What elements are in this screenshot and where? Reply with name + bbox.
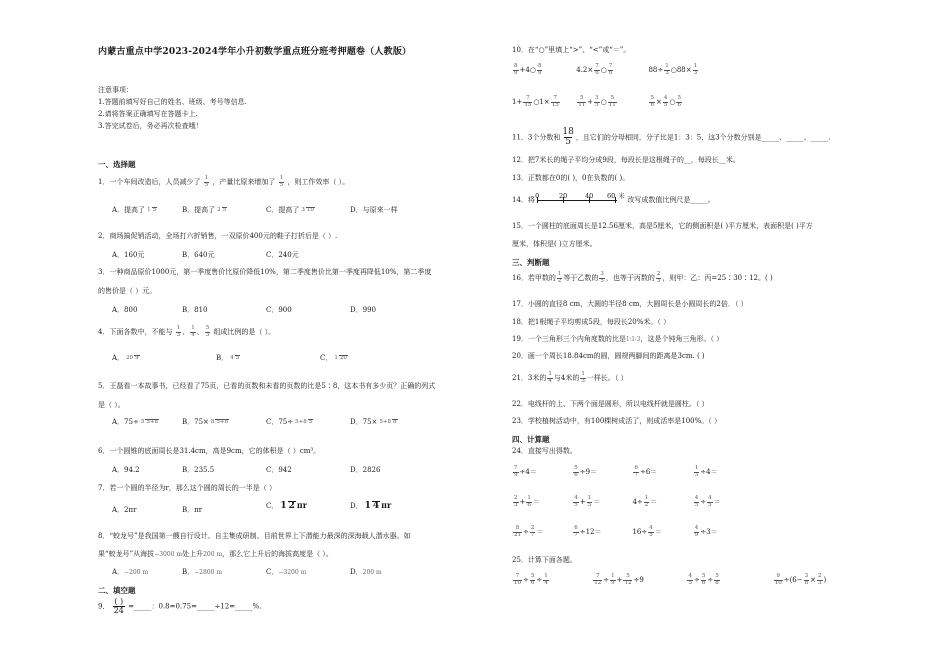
- question-10-row1: $\frac{8}{9}$ +4○ $\frac{8}{9}$ 4.2× $\frac{7}{6}$ ○ $\frac{7}{6}$ 88÷ $\frac{1}{3}$ ○88× $\frac{1}{3}$: [514, 63, 698, 76]
- option-a[interactable]: A．94.2: [112, 466, 140, 474]
- option-c[interactable]: C．−3200 m: [266, 568, 307, 576]
- option-b[interactable]: B．75× 8 5+8: [182, 418, 229, 426]
- question-2-options: [112, 251, 299, 260]
- question-1: 1．一个车间改造后，人员减少了 $\frac{1}{5}$ ，产量比原来增加了 $\frac{1}{5}$ ，则工作效率（ ）。: [98, 175, 350, 188]
- option-b[interactable]: B．810: [182, 306, 208, 314]
- question-8-options: [112, 568, 382, 577]
- option-d[interactable]: D．与原来一样: [350, 206, 398, 214]
- blank-fraction[interactable]: ( ) 24: [113, 597, 124, 615]
- notice-2: 2.请将答案正确填写在答题卡上.: [98, 110, 198, 118]
- question-3-line2: 的售价是（ ）元。: [98, 287, 157, 295]
- question-1-options: [112, 206, 398, 215]
- question-24-row1: $\frac{7}{9}$ ÷4＝ $\frac{5}{6}$ ÷9＝ $\frac{6}{7}$ ÷6＝ $\frac{1}{3}$ ÷4＝: [514, 465, 718, 478]
- option-a[interactable]: A．75÷ 5 5+8: [112, 418, 158, 426]
- option-a[interactable]: A．800: [112, 306, 138, 314]
- option-a[interactable]: A．−200 m: [112, 568, 149, 576]
- option-d[interactable]: D．2826: [350, 466, 381, 474]
- option-a[interactable]: A． 20 9: [112, 354, 139, 362]
- option-d[interactable]: D．75× 5+8 8: [350, 418, 397, 426]
- question-2: 2．商场搞促销活动，全场打六折销售，一双原价400元的鞋子打折后是（ ）.: [98, 232, 338, 240]
- option-c[interactable]: C．900: [266, 306, 292, 314]
- question-15-line2: 厘米，体积是( )立方厘米。: [512, 240, 597, 248]
- option-b[interactable]: B．−2800 m: [182, 568, 223, 576]
- question-9: 9． ( ) 24 =_____：0.8=0.75=_____÷12=_____%.: [98, 597, 262, 615]
- notice-1: 1.答题前填写好自己的姓名、班级、考号等信息.: [98, 98, 247, 106]
- question-24-row2: $\frac{2}{3}$ + $\frac{1}{6}$ ＝ $\frac{4}{5}$ + $\frac{1}{5}$ ＝ 4÷ $\frac{1}{2}$ ＝ $\frac{4}{5}$ ÷ $\frac{4}{5}$ ＝: [514, 495, 721, 508]
- option-b[interactable]: B．πr: [182, 506, 203, 514]
- question-14: 14．将 0 20 40 60 米 改写成数值比例尺是_____。: [512, 192, 715, 204]
- question-3-options: [112, 306, 376, 315]
- option-b[interactable]: B．235.5: [182, 466, 215, 474]
- question-3-line1: 3．一种商品原价1000元，第一季度售价比原价降低10%，第二季度售价比第一季度再降低10%，第二季度: [98, 268, 432, 276]
- option-a[interactable]: A．160元: [112, 251, 145, 259]
- option-b[interactable]: B．640元: [182, 251, 215, 259]
- option-c[interactable]: C．942: [266, 466, 292, 474]
- question-25-items: $\frac{7}{10}$ ÷ $\frac{5}{6}$ ÷ $\frac{1}{4}$ $\frac{7}{12}$ ÷ $\frac{1}{9}$ + $\frac{5}{12}$ ÷9 $\frac{4}{5}$ ÷ $\frac{5}{6}$ ÷ $\frac{5}{8}$ $\frac{9}{10}$ ÷(6− $\frac{3}{8}$ × $\frac{2}{3}$ ): [514, 573, 827, 586]
- section-judge: 三、判断题: [512, 258, 550, 267]
- section-fill: 二、填空题: [98, 586, 136, 595]
- page-title: 内蒙古重点中学2023-2024学年小升初数学重点班分班考押题卷（人教版）: [98, 47, 412, 57]
- question-6-options: [112, 466, 380, 475]
- option-c[interactable]: C． 1 20: [320, 354, 347, 362]
- question-15-line1: 15．一个圆柱的底面周长是12.56厘米，高是5厘米，它的侧面积是( )平方厘米，表面积是( )平方: [512, 222, 813, 230]
- question-10-row2: 1+ $\frac{7}{15}$ ○1× $\frac{7}{15}$ $\frac{5}{11}$ + $\frac{3}{5}$ ○ $\frac{5}{11}$ $\frac{5}{6}$ × $\frac{4}{5}$ ○ $\frac{5}{6}$: [512, 95, 681, 108]
- question-19: 19．一个三角形三个内角度数的比是1∶1∶3，这是个钝角三角形。（ ）: [512, 335, 724, 343]
- question-10: 10．在“○”里填上“>”、“<”或“＝”。: [512, 46, 631, 54]
- question-20: 20．画一个周长18.84cm的圆，圆规两脚间的距离是3cm. ( ): [512, 352, 705, 360]
- question-16: 16．若甲数的 $\frac{1}{2}$ 等于乙数的 $\frac{3}{5}$ ，也等于丙数的 $\frac{2}{3}$ ，则甲：乙：丙=25∶30∶12。( ): [512, 271, 773, 284]
- question-6: 6．一个圆锥的底面周长是31.4cm，高是9cm，它的体积是（ ）cm³。: [98, 447, 321, 455]
- question-12: 12．把7米长的绳子平均分成9段，每段长是这根绳子的__，每段长__米。: [512, 156, 740, 164]
- section-choice: 一、选择题: [98, 160, 136, 169]
- option-c[interactable]: C．75÷ 5+8 5: [266, 418, 313, 426]
- question-17: 17．小圆的直径8 cm，大圆的半径8 cm，大圆周长是小圆周长的2倍．（ ）: [512, 300, 748, 308]
- question-24-row3: $\frac{8}{21}$ ÷ $\frac{2}{7}$ ＝ $\frac{6}{7}$ ÷12＝ 16÷ $\frac{4}{5}$ ＝ $\frac{4}{9}$ ÷3＝: [514, 525, 718, 538]
- question-23: 23．学校植树活动中，有100棵树成活了，则成活率是100%。（ ）: [512, 417, 722, 425]
- question-4: 4．下面各数中，不能与 $\frac{1}{3}$ 、 $\frac{1}{4}$ 、 $\frac{5}{3}$ 组成比例的是（ ）。: [98, 325, 276, 338]
- fraction: $\frac{1}{5}$: [204, 175, 209, 188]
- option-b[interactable]: B． 4 5: [216, 354, 240, 362]
- question-22: 22．电线杆的上、下两个面是圆形，所以电线杆就是圆柱。（ ）: [512, 400, 709, 408]
- scale-ruler: 0 20 40 60 米: [537, 194, 617, 206]
- question-5-line2: 是（ ）。: [98, 401, 125, 409]
- question-24: 24．直接写出得数。: [512, 447, 577, 455]
- question-7-options: [112, 500, 391, 515]
- option-a[interactable]: A．提高了 1 5: [112, 206, 157, 214]
- question-18: 18．把1根绳子平均剪成5段，每段长20%米。（ ）: [512, 318, 671, 326]
- notice-title: 注意事项：: [98, 86, 133, 94]
- question-25: 25．计算下面各题。: [512, 556, 577, 564]
- option-d[interactable]: D．200 m: [350, 568, 382, 576]
- option-d[interactable]: D． 1 4 πr: [350, 500, 392, 511]
- option-c[interactable]: C． 1 2 πr: [266, 500, 307, 511]
- option-d[interactable]: D．990: [350, 306, 376, 314]
- question-4-options: [112, 354, 349, 363]
- question-8-line2: 果“蛟龙号”从海拔−3000 m处上升200 m，那么它上升后的海拔高度是（ ）。: [98, 550, 333, 558]
- question-7: 7．若一个圆的半径为r，那么这个圆的周长的一半是（ ）: [98, 484, 277, 492]
- question-5-options: [112, 418, 399, 427]
- section-calc: 四、计算题: [512, 435, 550, 444]
- option-c[interactable]: C．提高了 3 10: [266, 206, 314, 214]
- option-b[interactable]: B．提高了 2 5: [182, 206, 227, 214]
- notice-3: 3.答完试卷后，务必再次检查哦！: [98, 122, 203, 130]
- fraction: $\frac{1}{5}$: [279, 175, 284, 188]
- option-a[interactable]: A．2πr: [112, 506, 137, 514]
- question-8-line1: 8．“蛟龙号”是我国第一艘自行设计、自主集成研制、目前世界上下潜能力最深的深海载人潜水器。如: [98, 532, 411, 540]
- question-21: 21．3米的 $\frac{1}{4}$ 与4米的 $\frac{1}{3}$ 一样长。（ ）: [512, 371, 628, 384]
- question-5-line1: 5．王磊看一本故事书，已经看了75页，已看的页数和未看的页数的比是5∶8，这本书有多少页？正确的列式: [98, 382, 436, 390]
- question-13: 13．正数都在0的( )，0在负数的( )。: [512, 174, 630, 182]
- question-11: 11．3个分数和 $\frac{18}{5}$ ，且它们的分母相同，分子比是1：3：5，这3个分数分别是_____、_____、_____.: [512, 127, 831, 147]
- option-c[interactable]: C．240元: [266, 251, 299, 259]
